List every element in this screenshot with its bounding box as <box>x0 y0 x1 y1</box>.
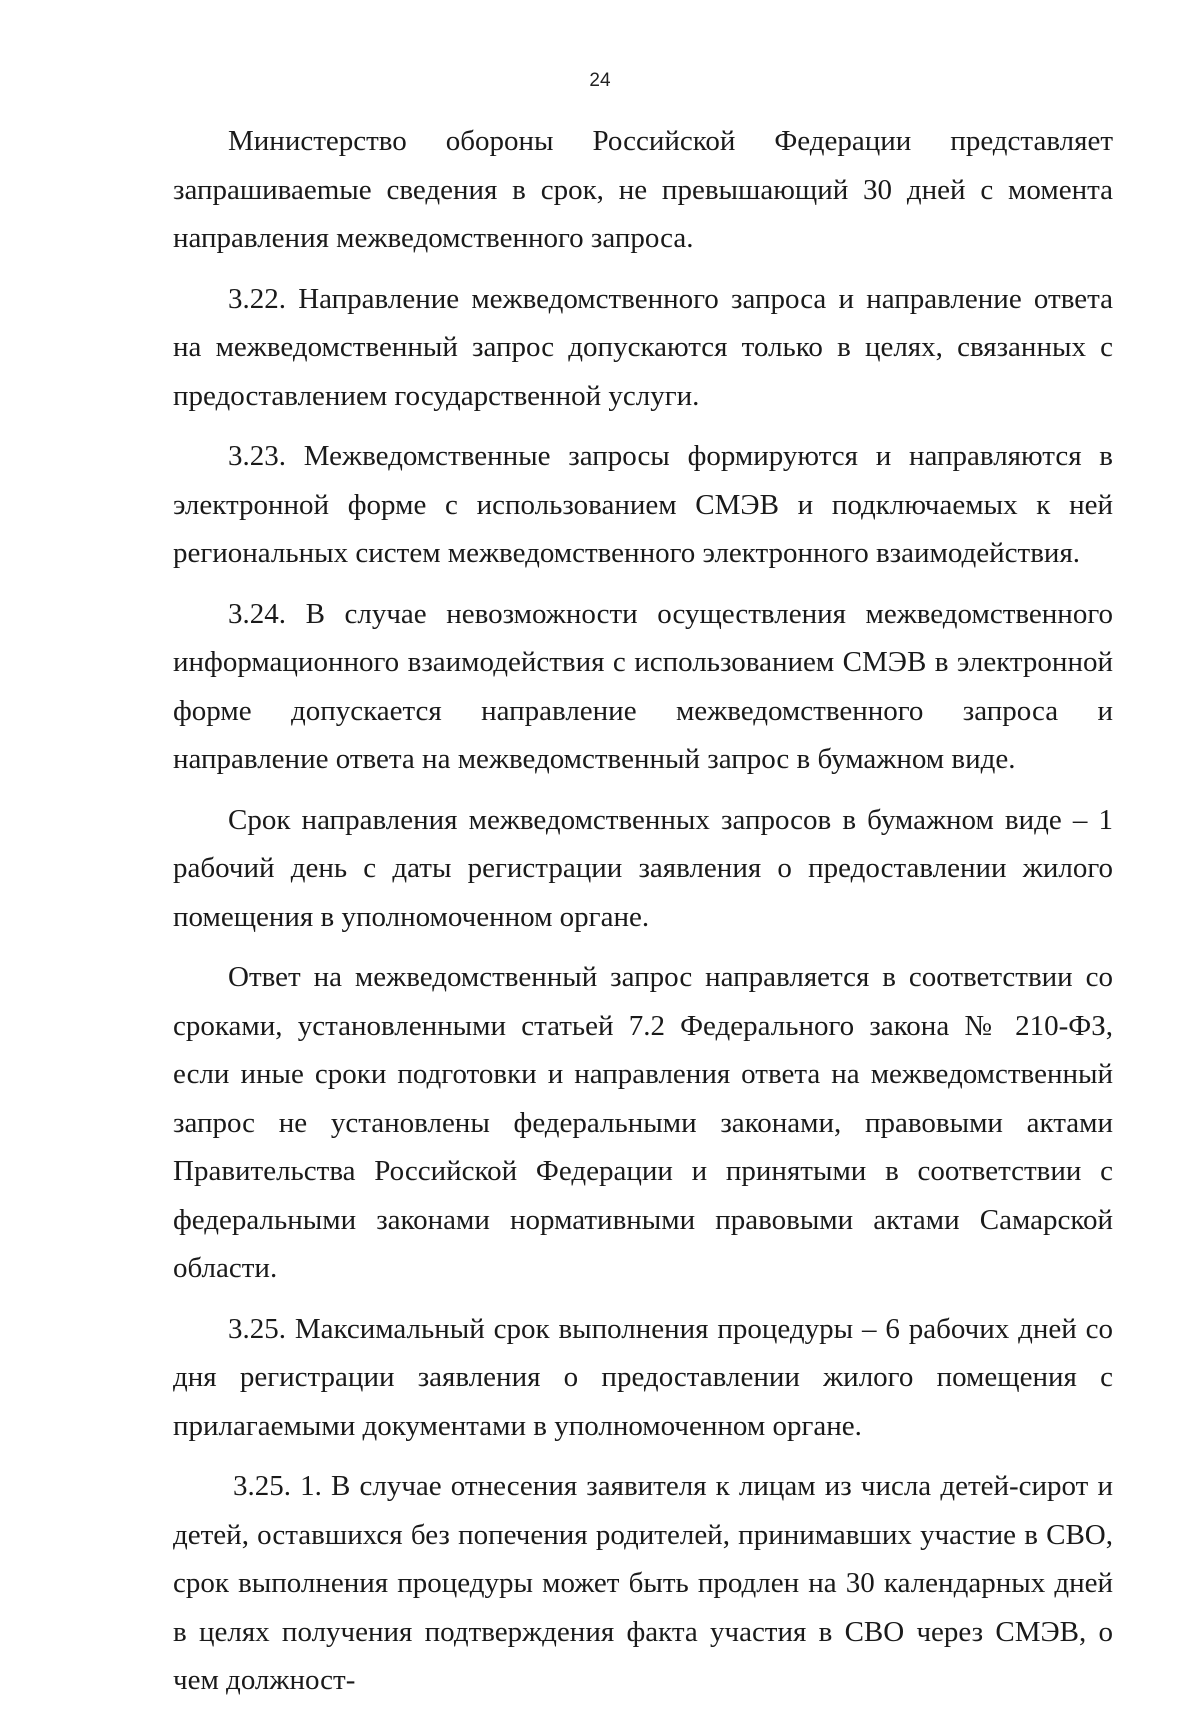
document-body <box>173 117 1113 1717</box>
paragraph-paper-request-term: Срок направления межведомственных запросов в бумажном виде – 1 рабочий день с даты регистрации заявления о предоставлении жилого помещения в уполномоченном органе. <box>173 803 1113 933</box>
paragraph-ministry-response: Министерство обороны Российской Федерации представляет запрашиваemые сведения в срок, не превышающий 30 дней с момента направления межведомственного запроса. <box>173 125 1113 254</box>
paragraph-response-term: Ответ на межведомственный запрос направляется в соответствии со сроками, установленными статьей 7.2 Федерального закона № 210-ФЗ, если иные сроки подготовки и направления ответа на межведомственный запрос не установлены федеральными законами, правовыми актами Правительства Российской Федерации и принятыми в соответствии с федеральными законами нормативными правовыми актами Самарской области. <box>173 961 1113 1284</box>
paragraph-3-25-1: 3.25. 1. В случае отнесения заявителя к лицам из числа детей-сирот и детей, оставшихся без попечения родителей, принимавших участие в СВО, срок выполнения процедуры может быть продлен на 30 календарных дней в целях получения подтверждения факта участия в СВО через СМЭВ, о чем должност- <box>173 1470 1113 1696</box>
paragraph-3-24: 3.24. В случае невозможности осуществления межведомственного информационного взаимодействия с использованием СМЭВ в электронной форме допускается направление межведомственного запроса и направление ответа на межведомственный запрос в бумажном виде. <box>173 597 1113 775</box>
paragraph-3-25: 3.25. Максимальный срок выполнения процедуры – 6 рабочих дней со дня регистрации заявления о предоставлении жилого помещения с прилагаемыми документами в уполномоченном органе. <box>173 1312 1113 1442</box>
page-number: 24 <box>589 70 611 91</box>
paragraph-3-23: 3.23. Межведомственные запросы формируются и направляются в электронной форме с использованием СМЭВ и подключаемых к ней региональных систем межведомственного электронного взаимодействия. <box>173 440 1113 569</box>
paragraph-3-22: 3.22. Направление межведомственного запроса и направление ответа на межведомственный запрос допускаются только в целях, связанных с предоставлением государственной услуги. <box>173 282 1113 412</box>
